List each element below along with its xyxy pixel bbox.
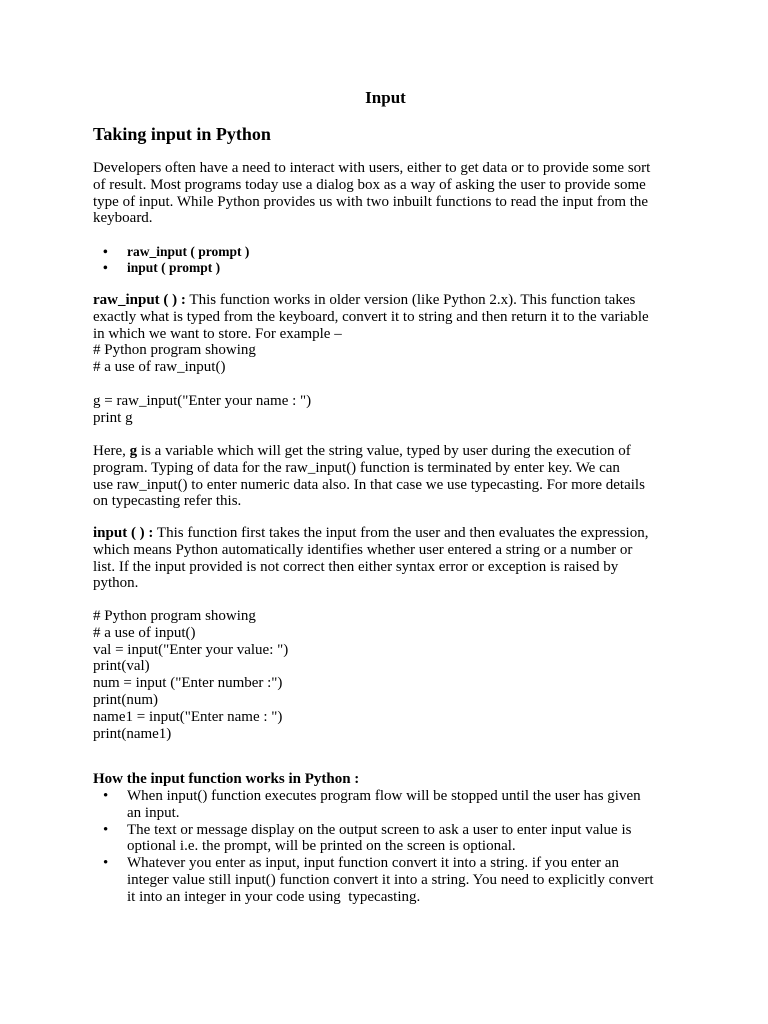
input-code	[93, 608, 678, 742]
input-paragraph	[93, 525, 678, 592]
list-item	[93, 260, 678, 276]
list-item-line: it into an integer in your code using typecasting.	[127, 888, 421, 905]
raw-input-text: This function works in older version (like Python 2.x). This function takes	[185, 292, 636, 308]
code-line: val = input("Enter your value: ")	[93, 641, 289, 658]
paragraph-line: # a use of raw_input()	[93, 359, 226, 376]
here-first-line	[93, 443, 678, 460]
paragraph-line: program. Typing of data for the raw_input() function is terminated by enter key. We can	[93, 459, 620, 476]
code-line: print g	[93, 409, 133, 426]
section-heading: Taking input in Python	[93, 124, 271, 144]
bullet-icon: •	[103, 821, 109, 838]
bullet-icon: •	[103, 244, 108, 259]
list-item-line: an input.	[127, 804, 180, 821]
how-heading: How the input function works in Python :	[93, 771, 360, 787]
raw-input-label: raw_input ( ) :	[93, 292, 186, 308]
paragraph-line: in which we want to store. For example –	[93, 325, 342, 342]
list-item-line: When input() function executes program flow will be stopped until the user has given	[127, 788, 641, 804]
intro-line: of result. Most programs today use a dialog box as a way of asking the user to provide some	[93, 176, 646, 193]
list-item	[93, 788, 678, 822]
bullet-icon: •	[103, 855, 109, 872]
code-line: print(name1)	[93, 725, 172, 742]
list-item-line: The text or message display on the output screen to ask a user to enter input value is	[127, 821, 632, 838]
list-item-label: input ( prompt )	[127, 260, 221, 275]
variable-name: g	[129, 443, 138, 459]
bullet-icon: •	[103, 260, 108, 275]
here-prefix: Here,	[93, 443, 130, 459]
here-text: is a variable which will get the string value, typed by user during the execution of	[137, 443, 631, 459]
how-list	[93, 788, 678, 906]
code-line: print(val)	[93, 658, 150, 675]
list-item	[93, 822, 678, 856]
code-line: g = raw_input("Enter your name : ")	[93, 393, 312, 409]
paragraph-line: exactly what is typed from the keyboard, convert it to string and then return it to the variable	[93, 308, 649, 325]
code-line: name1 = input("Enter name : ")	[93, 708, 283, 725]
list-item-line: optional i.e. the prompt, will be printed on the screen is optional.	[127, 838, 516, 855]
list-item	[93, 855, 678, 905]
input-text: This function first takes the input from the user and then evaluates the expression,	[153, 525, 649, 541]
input-label: input ( ) :	[93, 525, 154, 541]
list-item-line: integer value still input() function convert it into a string. You need to explicitly convert	[127, 871, 654, 888]
list-item-line: Whatever you enter as input, input function convert it into a string. if you enter an	[127, 855, 619, 872]
code-line: print(num)	[93, 691, 158, 708]
paragraph-line: list. If the input provided is not correct then either syntax error or exception is raised by	[93, 558, 619, 575]
code-line: # Python program showing	[93, 608, 256, 624]
document-title: Input	[365, 88, 406, 107]
intro-line: type of input. While Python provides us with two inbuilt functions to read the input from the	[93, 193, 649, 210]
intro-line: Developers often have a need to interact with users, either to get data or to provide some sort	[93, 160, 651, 176]
paragraph-line: # Python program showing	[93, 342, 256, 359]
intro-line: keyboard.	[93, 210, 153, 227]
code-line: num = input ("Enter number :")	[93, 675, 283, 692]
here-paragraph	[93, 443, 678, 510]
paragraph-line: which means Python automatically identifies whether user entered a string or a number or	[93, 541, 633, 558]
list-item-label: raw_input ( prompt )	[127, 244, 250, 259]
input-first-line	[93, 525, 678, 542]
paragraph-line: python.	[93, 575, 139, 592]
bullet-icon: •	[103, 788, 109, 804]
intro-paragraph	[93, 160, 678, 227]
code-line: # a use of input()	[93, 624, 196, 641]
raw-input-paragraph	[93, 292, 678, 376]
list-item	[93, 244, 678, 260]
raw-input-first-line	[93, 292, 678, 309]
paragraph-line: on typecasting refer this.	[93, 493, 242, 510]
paragraph-line: use raw_input() to enter numeric data also. In that case we use typecasting. For more details	[93, 476, 645, 493]
raw-input-code	[93, 393, 678, 427]
functions-list	[93, 244, 678, 276]
